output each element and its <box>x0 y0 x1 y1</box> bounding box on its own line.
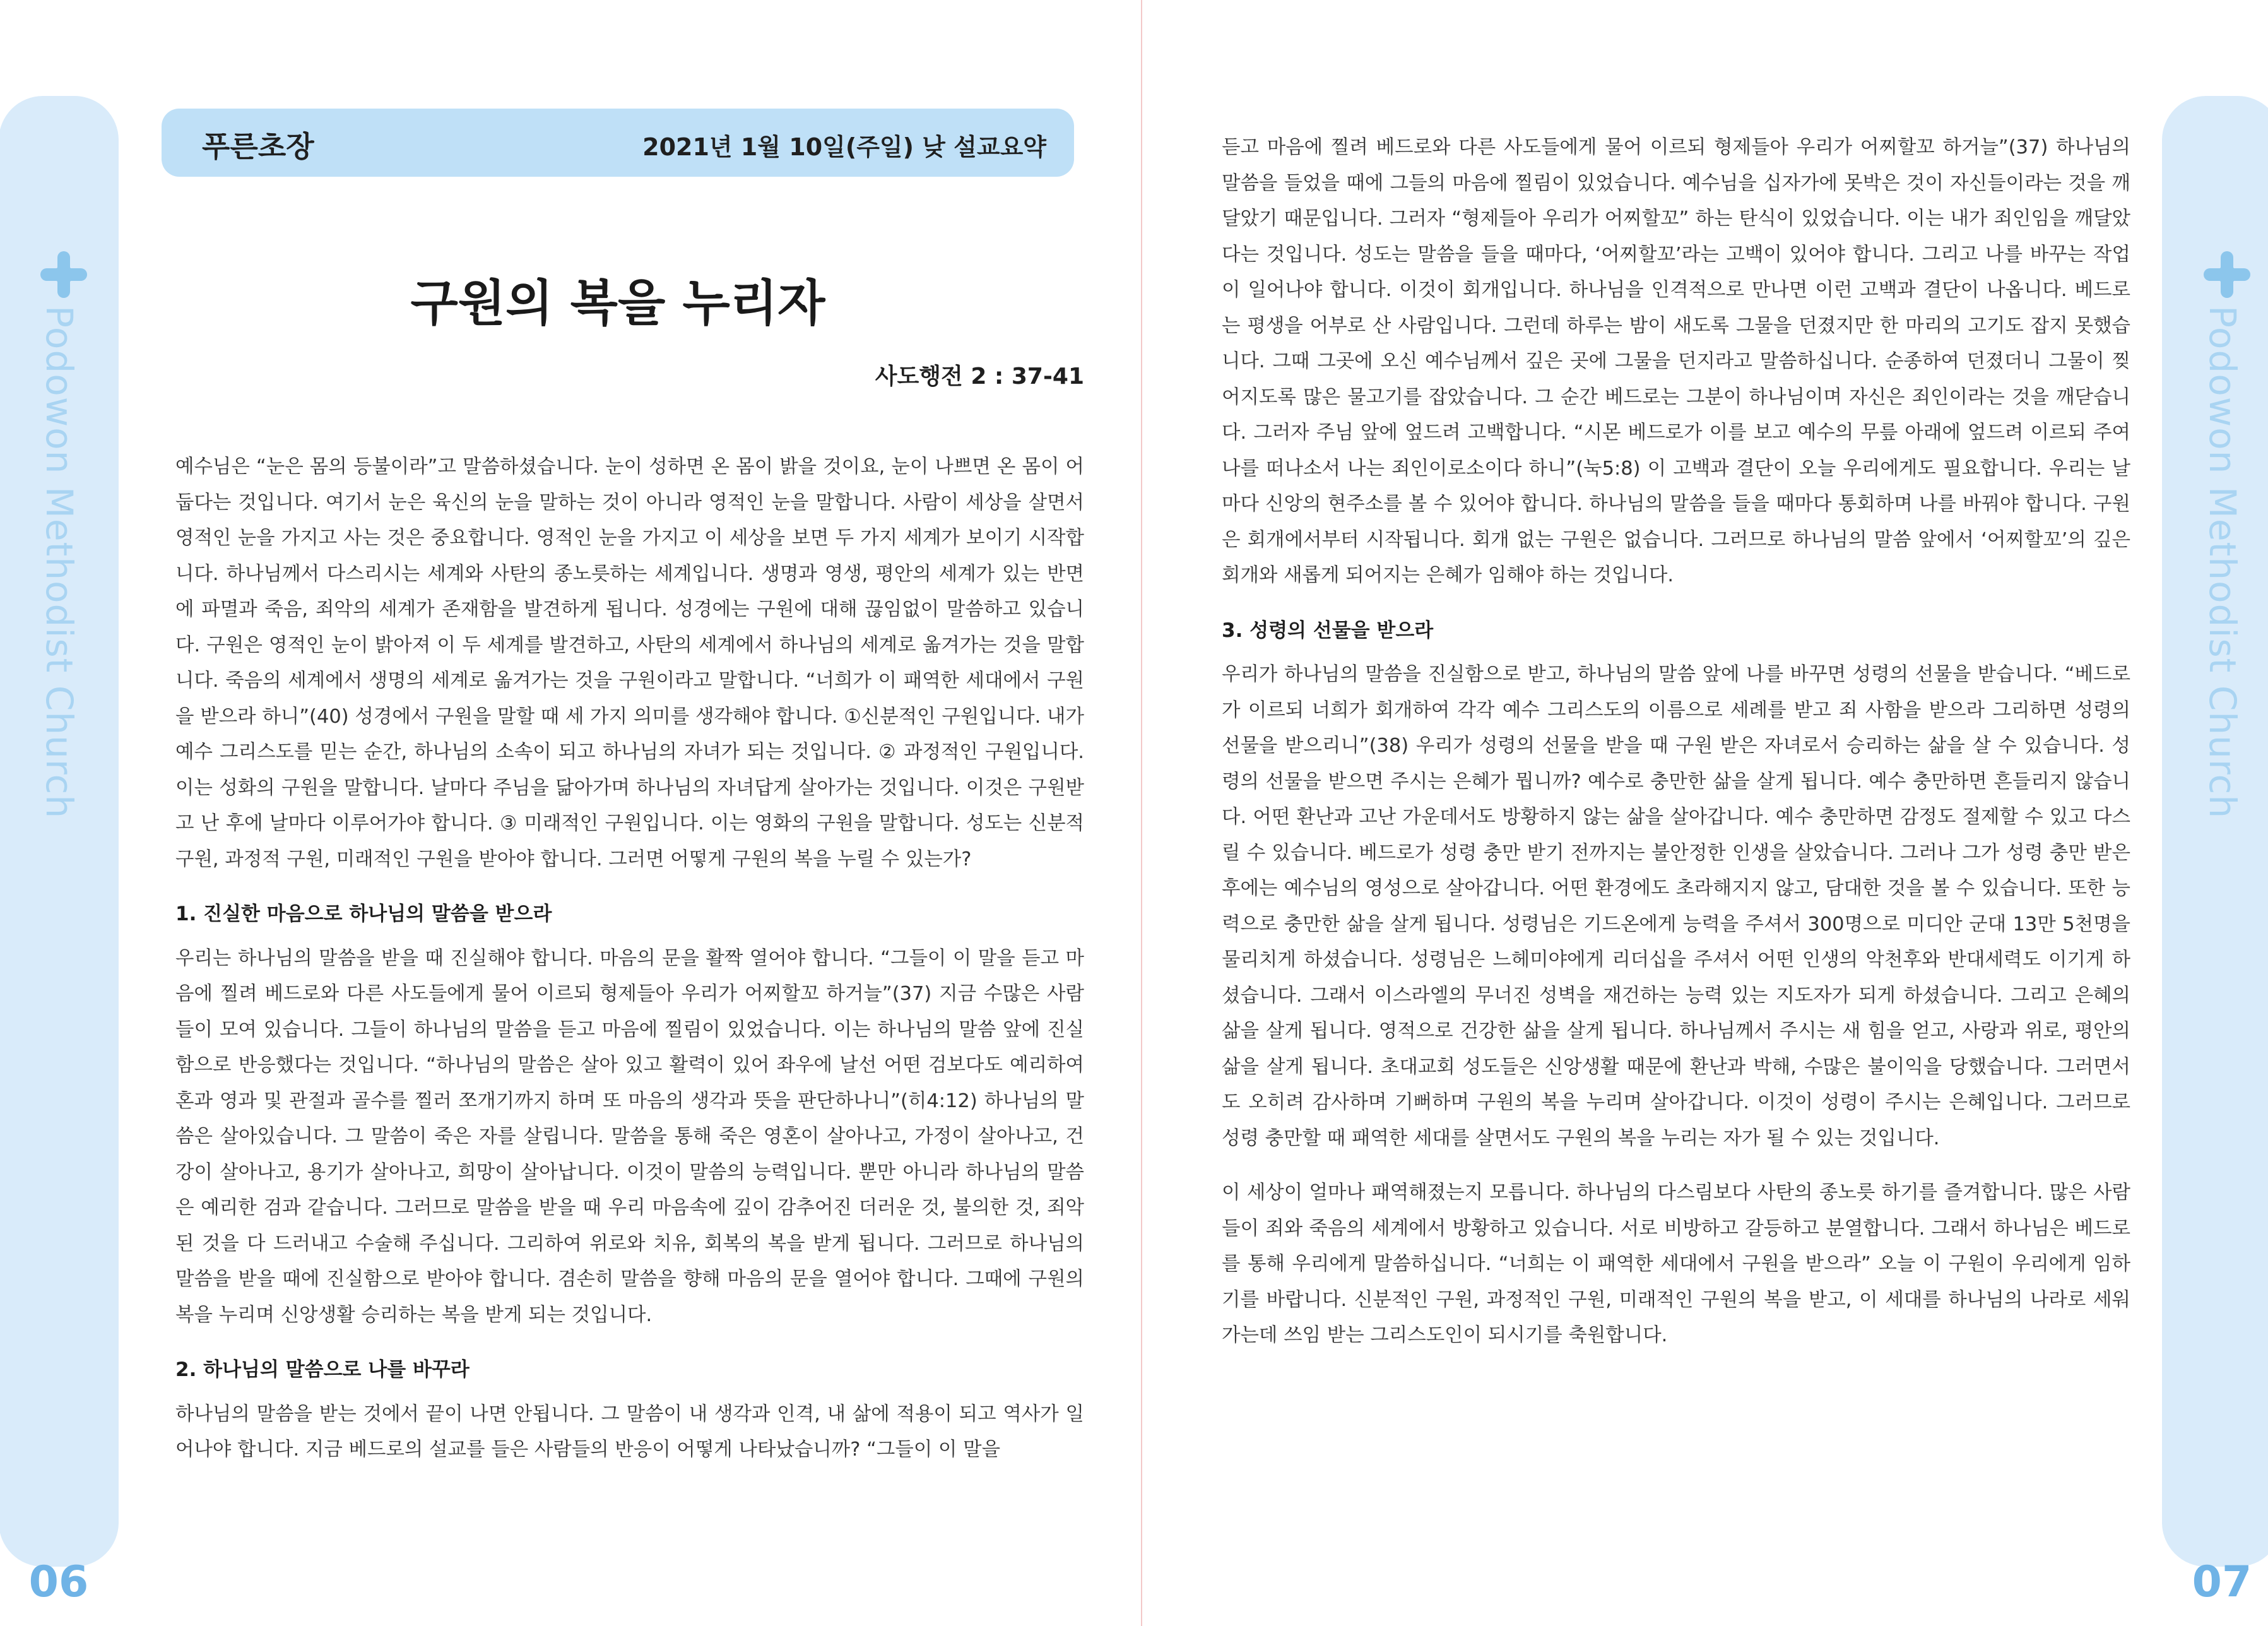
cross-icon <box>40 251 87 298</box>
sermon-title: 구원의 복을 누리자 <box>410 275 825 332</box>
body-paragraph-2-continued: 듣고 마음에 찔려 베드로와 다른 사도들에게 물어 이르되 형제들아 우리가 어찌할꼬 하거늘”(37) 하나님의 말씀을 들었을 때에 그들의 마음에 찔림이 있었습니다. 예수님을 십자가에 못박은 것이 자신들이라는 것을 깨달았기 때문입니다. 그러자 “형제들아 우리가 어찌할꼬” 하는 탄식이 있었습니다. 이는 내가 죄인임을 깨달았다는 것입니다. 성도는 말씀을 들을 때마다, ‘어찌할꼬’라는 고백이 있어야 합니다. 그리고 나를 바꾸는 작업이 일어나야 합니다. 이것이 회개입니다. 하나님을 인격적으로 만나면 이런 고백과 결단이 나옵니다. 베드로는 평생을 어부로 산 사람입니다. 그런데 하루는 밤이 새도록 그물을 던졌지만 한 마리의 고기도 잡지 못했습니다. 그때 그곳에 오신 예수님께서 깊은 곳에 그물을 던지라고 말씀하십니다. 순종하여 던졌더니 그물이 찢어지도록 많은 물고기를 잡았습니다. 그 순간 베드로는 그분이 하나님이며 자신은 죄인이라는 것을 깨닫습니다. 그러자 주님 앞에 엎드려 고백합니다. “시몬 베드로가 이를 보고 예수의 무릎 아래에 엎드려 이르되 주여 나를 떠나소서 나는 죄인이로소이다 하니”(눅5:8) 이 고백과 결단이 오늘 우리에게도 필요합니다. 우리는 날마다 신앙의 현주소를 볼 수 있어야 합니다. 하나님의 말씀을 들을 때마다 통회하며 나를 바꿔야 합니다. 구원은 회개에서부터 시작됩니다. 회개 없는 구원은 없습니다. 그러므로 하나님의 말씀 앞에서 ‘어찌할꼬’의 깊은 회개와 새롭게 되어지는 은혜가 임해야 하는 것입니다. <box>1222 136 2130 586</box>
left-page-body <box>175 449 1084 1468</box>
left-side-tab <box>0 96 119 1607</box>
church-name-vertical: Podowon Methodist Church <box>2201 306 2244 819</box>
page-number: 07 <box>2192 1557 2252 1607</box>
section-heading-2: 2. 하나님의 말씀으로 나를 바꾸라 <box>175 1358 470 1381</box>
cross-icon <box>2204 251 2250 298</box>
section-heading-3: 3. 성령의 선물을 받으라 <box>1222 619 1434 642</box>
church-name-vertical: Podowon Methodist Church <box>38 306 81 819</box>
body-paragraph-1: 우리는 하나님의 말씀을 받을 때 진실해야 합니다. 마음의 문을 활짝 열어야 합니다. “그들이 이 말을 듣고 마음에 찔려 베드로와 다른 사도들에게 물어 이르되 형제들아 우리가 어찌할꼬 하거늘”(37) 지금 수많은 사람들이 모여 있습니다. 그들이 하나님의 말씀을 듣고 마음에 찔림이 있었습니다. 이는 하나님의 말씀 앞에 진실함으로 반응했다는 것입니다. “하나님의 말씀은 살아 있고 활력이 있어 좌우에 날선 어떤 검보다도 예리하여 혼과 영과 및 관절과 골수를 찔러 쪼개기까지 하며 또 마음의 생각과 뜻을 판단하나니”(히4:12) 하나님의 말씀은 살아있습니다. 그 말씀이 죽은 자를 살립니다. 말씀을 통해 죽은 영혼이 살아나고, 가정이 살아나고, 건강이 살아나고, 용기가 살아나고, 희망이 살아납니다. 이것이 말씀의 능력입니다. 뿐만 아니라 하나님의 말씀은 예리한 검과 같습니다. 그러므로 말씀을 받을 때 우리 마음속에 깊이 감추어진 더러운 것, 불의한 것, 죄악된 것을 다 드러내고 수술해 주십니다. 그리하여 위로와 치유, 회복의 복을 받게 됩니다. 그러므로 하나님의 말씀을 받을 때에 진실함으로 받아야 합니다. 겸손히 말씀을 향해 마음의 문을 열어야 합니다. 그때에 구원의 복을 누리며 신앙생활 승리하는 복을 받게 되는 것입니다. <box>175 947 1084 1326</box>
section-label: 푸른초장 <box>202 129 314 163</box>
page-fold-divider <box>1141 0 1142 1626</box>
sermon-date-label: 2021년 1월 10일(주일) 낮 설교요약 <box>642 133 1046 161</box>
scripture-reference: 사도행전 2 : 37-41 <box>875 364 1084 389</box>
right-page-body <box>1222 130 2130 1354</box>
page-number: 06 <box>28 1557 89 1607</box>
section-heading-1: 1. 진실한 마음으로 하나님의 말씀을 받으라 <box>175 903 552 925</box>
right-side-tab <box>2162 96 2268 1607</box>
body-paragraph-2: 하나님의 말씀을 받는 것에서 끝이 나면 안됩니다. 그 말씀이 내 생각과 인격, 내 삶에 적용이 되고 역사가 일어나야 합니다. 지금 베드로의 설교를 들은 사람들의 반응이 어떻게 나타났습니까? “그들이 이 말을 <box>175 1403 1084 1461</box>
body-paragraph-3: 우리가 하나님의 말씀을 진실함으로 받고, 하나님의 말씀 앞에 나를 바꾸면 성령의 선물을 받습니다. “베드로가 이르되 너희가 회개하여 각각 예수 그리스도의 이름으로 세례를 받고 죄 사함을 받으라 그리하면 성령의 선물을 받으리니”(38) 우리가 성령의 선물을 받을 때 구원 받은 자녀로서 승리하는 삶을 살 수 있습니다. 성령의 선물을 받으면 주시는 은혜가 뭡니까? 예수로 충만한 삶을 살게 됩니다. 예수 충만하면 흔들리지 않습니다. 어떤 환난과 고난 가운데서도 방황하지 않는 삶을 살아갑니다. 예수 충만하면 감정도 절제할 수 있고 다스릴 수 있습니다. 베드로가 성령 충만 받기 전까지는 불안정한 인생을 살았습니다. 그러나 그가 성령 충만 받은 후에는 예수님의 영성으로 살아갑니다. 어떤 환경에도 초라해지지 않고, 담대한 것을 볼 수 있습니다. 또한 능력으로 충만한 삶을 살게 됩니다. 성령님은 기드온에게 능력을 주셔서 300명으로 미디안 군대 13만 5천명을 물리치게 하셨습니다. 성령님은 느헤미야에게 리더십을 주셔서 어떤 인생의 악천후와 반대세력도 이기게 하셨습니다. 그래서 이스라엘의 무너진 성벽을 재건하는 능력 있는 지도자가 되게 하셨습니다. 그리고 은혜의 삶을 살게 됩니다. 영적으로 건강한 삶을 살게 됩니다. 하나님께서 주시는 새 힘을 얻고, 사랑과 위로, 평안의 삶을 살게 됩니다. 초대교회 성도들은 신앙생활 때문에 환난과 박해, 수많은 불이익을 당했습니다. 그러면서도 오히려 감사하며 기뻐하며 구원의 복을 누리며 살아갑니다. 이것이 성령이 주시는 은혜입니다. 그러므로 성령 충만할 때 패역한 세대를 살면서도 구원의 복을 누리는 자가 될 수 있는 것입니다. <box>1222 663 2130 1149</box>
header-bar <box>162 109 1074 177</box>
conclusion-paragraph: 이 세상이 얼마나 패역해졌는지 모릅니다. 하나님의 다스림보다 사탄의 종노릇 하기를 즐겨합니다. 많은 사람들이 죄와 죽음의 세계에서 방황하고 있습니다. 서로 비방하고 갈등하고 분열합니다. 그래서 하나님은 베드로를 통해 우리에게 말씀하십니다. “너희는 이 패역한 세대에서 구원을 받으라” 오늘 이 구원이 우리에게 임하기를 바랍니다. 신분적인 구원, 과정적인 구원, 미래적인 구원의 복을 받고, 이 세대를 하나님의 나라로 세워가는데 쓰임 받는 그리스도인이 되시기를 축원합니다. <box>1222 1182 2130 1346</box>
intro-paragraph: 예수님은 “눈은 몸의 등불이라”고 말씀하셨습니다. 눈이 성하면 온 몸이 밝을 것이요, 눈이 나쁘면 온 몸이 어둡다는 것입니다. 여기서 눈은 육신의 눈을 말하는 것이 아니라 영적인 눈을 말합니다. 사람이 세상을 살면서 영적인 눈을 가지고 사는 것은 중요합니다. 영적인 눈을 가지고 이 세상을 보면 두 가지 세계가 보이기 시작합니다. 하나님께서 다스리시는 세계와 사탄의 종노릇하는 세계입니다. 생명과 영생, 평안의 세계가 있는 반면에 파멸과 죽음, 죄악의 세계가 존재함을 발견하게 됩니다. 성경에는 구원에 대해 끊임없이 말씀하고 있습니다. 구원은 영적인 눈이 밝아져 이 두 세계를 발견하고, 사탄의 세계에서 하나님의 세계로 옮겨가는 것을 말합니다. 죽음의 세계에서 생명의 세계로 옮겨가는 것을 구원이라고 말합니다. “너희가 이 패역한 세대에서 구원을 받으라 하니”(40) 성경에서 구원을 말할 때 세 가지 의미를 생각해야 합니다. ①신분적인 구원입니다. 내가 예수 그리스도를 믿는 순간, 하나님의 소속이 되고 하나님의 자녀가 되는 것입니다. ② 과정적인 구원입니다. 이는 성화의 구원을 말합니다. 날마다 주님을 닮아가며 하나님의 자녀답게 살아가는 것입니다. 이것은 구원받고 난 후에 날마다 이루어가야 합니다. ③ 미래적인 구원입니다. 이는 영화의 구원을 말합니다. 성도는 신분적 구원, 과정적 구원, 미래적인 구원을 받아야 합니다. 그러면 어떻게 구원의 복을 누릴 수 있는가? <box>175 456 1084 870</box>
